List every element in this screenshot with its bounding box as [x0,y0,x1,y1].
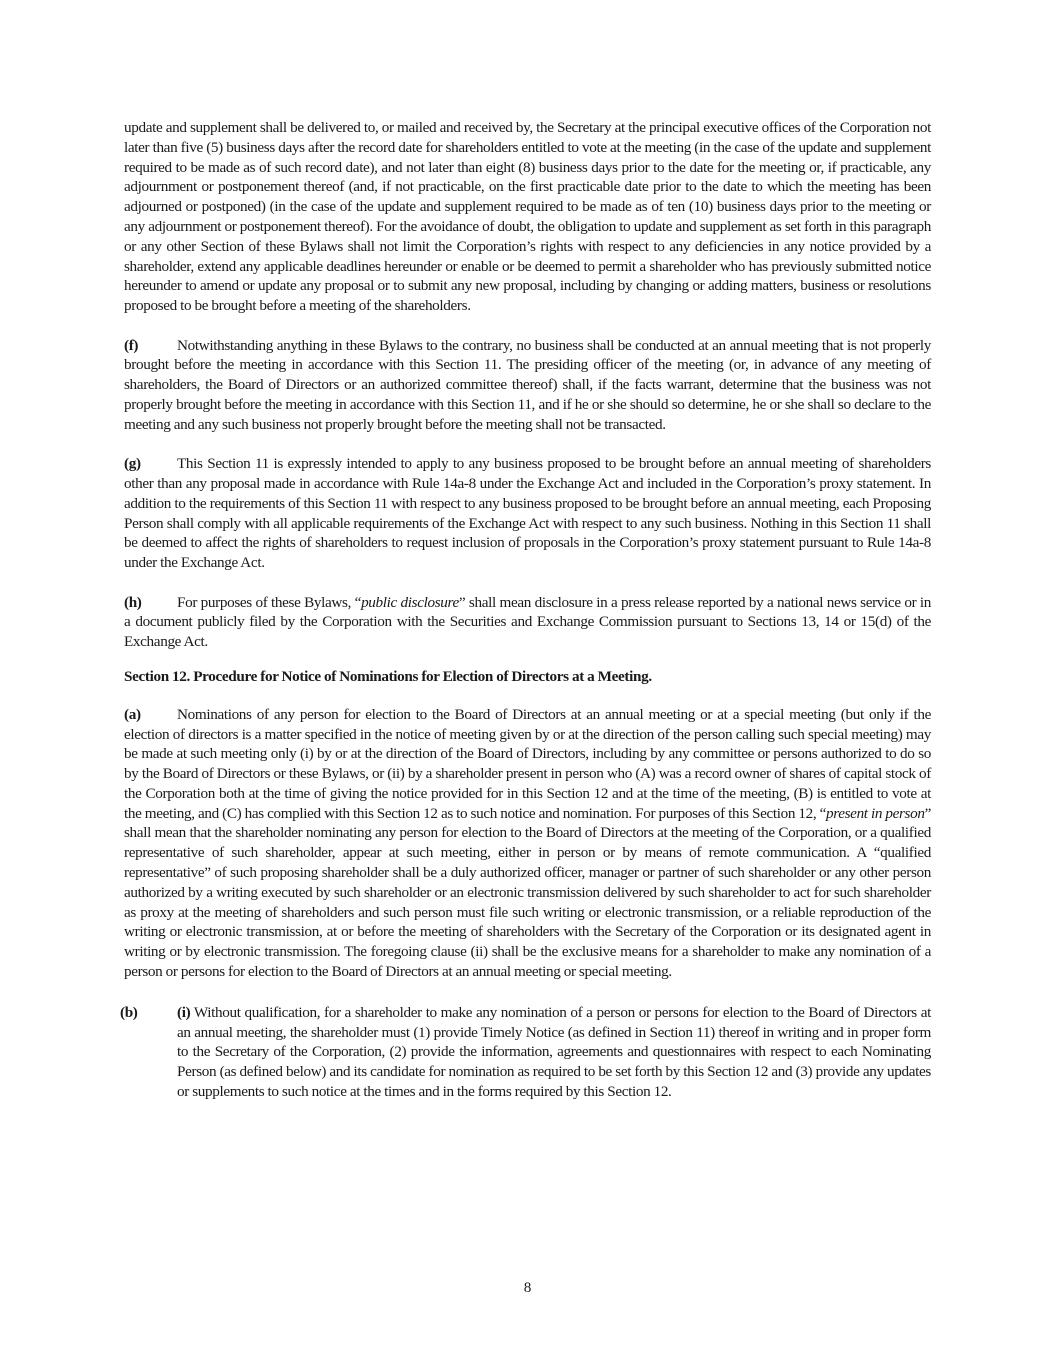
paragraph-text: Without qualification, for a shareholder to make any nomination of a person or persons for election to the Board of Directors at an annual meeting, the shareholder must (1) provide Timely Notice (as defined in Section 11) thereof in writing and in proper form to the Secretary of the Corporation, (2) provide the information, agreements and questionnaires with respect to each Nominating Person (as defined below) and its candidate for nomination as required to be set forth by this Section 12 and (3) provide any updates or supplements to such notice at the times and in the forms required by this Section 12. [177,1003,931,1101]
paragraph-text: ” shall mean disclosure in a press release reported by a national news service or in a document publicly filed by the Corporation with the Securities and Exchange Commission pursuant to Sections 13, 14 or 15(d) of the Exchange Act. [124,593,932,651]
paragraph-label: (g) [124,455,141,473]
paragraph-f [124,336,931,435]
defined-term: present in person [825,804,925,822]
paragraph-h [124,593,931,652]
page-number: 8 [523,1279,532,1296]
paragraph-text: update and supplement shall be delivered to, or mailed and received by, the Secretary at the principal executive offices of the Corporation not later than five (5) business days after the record date for shareholders entitled to vote at the meeting (in the case of the update and supplement required to be made as of such record date), and not later than eight (8) business days prior to the date for the meeting or, if practicable, any adjournment or postponement thereof (and, if not practicable, on the first practicable date prior to the date to which the meeting has been adjourned or postponed) (in the case of the update and supplement required to be made as of ten (10) business days prior to the meeting or any adjournment or postponement thereof). For the avoidance of doubt, the obligation to update and supplement as set forth in this paragraph or any other Section of these Bylaws shall not limit the Corporation’s rights with respect to any deficiencies in any notice provided by a shareholder, extend any applicable deadlines hereunder or enable or be deemed to permit a shareholder who has previously submitted notice hereunder to amend or update any proposal or to submit any new proposal, including by changing or adding matters, business or resolutions proposed to be brought before a meeting of the shareholders. [124,119,931,315]
paragraph-text: For purposes of these Bylaws, “ [177,593,362,611]
section-heading: Section 12. Procedure for Notice of Nominations for Election of Directors at a Meeting. [124,667,652,685]
paragraph-continuation [124,118,931,316]
paragraph-label: (b) [120,1003,138,1021]
defined-term: public disclosure [361,593,459,611]
document-page [120,118,932,1102]
paragraph-label: (f) [124,336,139,354]
paragraph-text: ” shall mean that the shareholder nominating any person for election to the Board of Directors at the meeting of the Corporation, or a qualified representative of such shareholder, appear at such meeting, either in person or by means of remote communication. A “qualified representative” of such proposing shareholder shall be a duly authorized officer, manager or partner of such shareholder or any other person authorized by a writing executed by such shareholder or an electronic transmission delivered by such shareholder to act for such shareholder as proxy at the meeting of shareholders and such person must file such writing or electronic transmission, or a reliable reproduction of the writing or electronic transmission, at or before the meeting of shareholders with the Secretary of the Corporation or its designated agent in writing or by electronic transmission. The foregoing clause (ii) shall be the exclusive means for a shareholder to make any nomination of a person or persons for election to the Board of Directors at an annual meeting or special meeting. [124,804,932,981]
paragraph-section12-b [120,1003,931,1102]
paragraph-label: (h) [124,593,142,611]
paragraph-text: This Section 11 is expressly intended to apply to any business proposed to be brought before an annual meeting of shareholders other than any proposal made in accordance with Rule 14a-8 under the Exchange Act and included in the Corporation’s proxy statement. In addition to the requirements of this Section 11 with respect to any business proposed to be brought before an annual meeting, each Proposing Person shall comply with all applicable requirements of the Exchange Act with respect to any such business. Nothing in this Section 11 shall be deemed to affect the rights of shareholders to request inclusion of proposals in the Corporation’s proxy statement pursuant to Rule 14a-8 under the Exchange Act. [124,455,931,572]
paragraph-text: Nominations of any person for election to the Board of Directors at an annual meeting or at a special meeting (but only if the election of directors is a matter specified in the notice of meeting given by or at the direction of the person calling such special meeting) may be made at such meeting only (i) by or at the direction of the Board of Directors, including by any committee or persons authorized to do so by the Board of Directors or these Bylaws, or (ii) by a shareholder present in person who (A) was a record owner of shares of capital stock of the Corporation both at the time of giving the notice provided for in this Section 12 and at the time of the meeting, (B) is entitled to vote at the meeting, and (C) has complied with this Section 12 as to such notice and nomination. For purposes of this Section 12, “ [124,705,931,822]
subparagraph-label: (i) [177,1003,191,1021]
paragraph-g [124,454,931,573]
paragraph-text: Notwithstanding anything in these Bylaws to the contrary, no business shall be conducted at an annual meeting that is not properly brought before the meeting in accordance with this Section 11. The presiding officer of the meeting (or, in advance of any meeting of shareholders, the Board of Directors or an authorized committee thereof) shall, if the facts warrant, determine that the business was not properly brought before the meeting in accordance with this Section 11, and if he or she should so determine, he or she shall so declare to the meeting and any such business not properly brought before the meeting shall not be transacted. [124,336,931,433]
paragraph-label: (a) [124,705,141,723]
paragraph-section12-a [124,705,931,982]
